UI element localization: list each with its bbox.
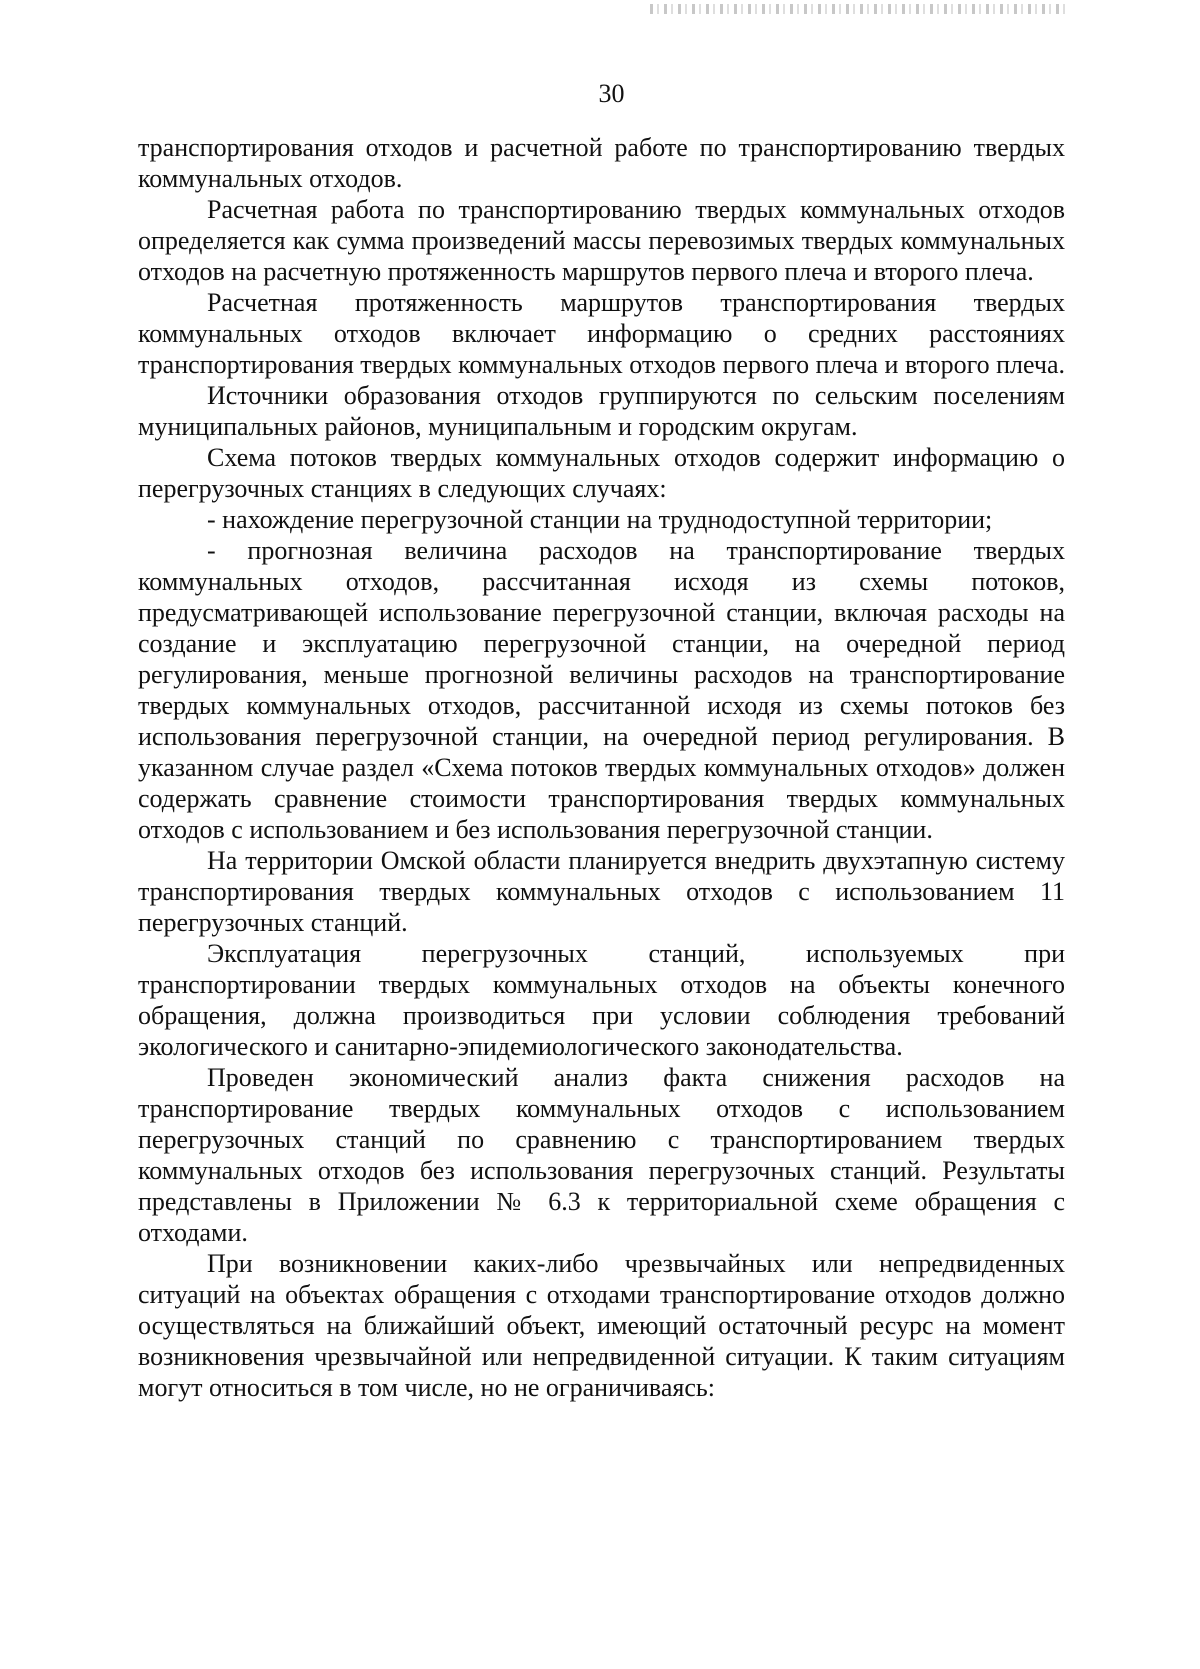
paragraph-continuation: транспортирования отходов и расчетной работе по транспортированию твердых коммунальных отходов. xyxy=(138,133,1065,193)
paragraph-emergency: При возникновении каких-либо чрезвычайных или непредвиденных ситуаций на объектах обращения с отходами транспортирование отходов должно осуществляться на ближайший объект, имеющий остаточный ресурс на момент возникновения чрезвычайной или непредвиденной ситуации. К таким ситуациям могут относиться в том числе, но не ограничиваясь: xyxy=(138,1249,1065,1402)
paragraph-economic-analysis: Проведен экономический анализ факта снижения расходов на транспортирование твердых коммунальных отходов с использованием перегрузочных станций по сравнению с транспортированием твердых коммунальных отходов без использования перегрузочных станций. Результаты представлены в Приложении № 6.3 к территориальной схеме обращения с отходами. xyxy=(138,1063,1065,1247)
document-page xyxy=(138,70,1065,1403)
list-item-remote-territory: - нахождение перегрузочной станции на труднодоступной территории; xyxy=(207,505,993,534)
page-number: 30 xyxy=(598,79,625,108)
scan-artifact xyxy=(650,4,1070,14)
paragraph-flow-scheme: Схема потоков твердых коммунальных отходов содержит информацию о перегрузочных станциях в следующих случаях: xyxy=(138,443,1065,503)
paragraph-route-length: Расчетная протяженность маршрутов транспортирования твердых коммунальных отходов включает информацию о средних расстояниях транспортирования твердых коммунальных отходов первого плеча и второго плеча. xyxy=(138,288,1066,379)
paragraph-omsk-system: На территории Омской области планируется внедрить двухэтапную систему транспортирования твердых коммунальных отходов с использованием 11 перегрузочных станций. xyxy=(138,846,1065,937)
paragraph-station-operation: Эксплуатация перегрузочных станций, используемых при транспортировании твердых коммунальных отходов на объекты конечного обращения, должна производиться при условии соблюдения требований экологического и санитарно-эпидемиологического законодательства. xyxy=(138,939,1065,1061)
paragraph-calculation-work: Расчетная работа по транспортированию твердых коммунальных отходов определяется как сумма произведений массы перевозимых твердых коммунальных отходов на расчетную протяженность маршрутов первого плеча и второго плеча. xyxy=(138,195,1065,286)
list-item-cost-forecast: - прогнозная величина расходов на транспортирование твердых коммунальных отходов, рассчитанная исходя из схемы потоков, предусматривающей использование перегрузочной станции, включая расходы на создание и эксплуатацию перегрузочной станции, на очередной период регулирования, меньше прогнозной величины расходов на транспортирование твердых коммунальных отходов, рассчитанной исходя из схемы потоков без использования перегрузочной станции, на очередной период регулирования. В указанном случае раздел «Схема потоков твердых коммунальных отходов» должен содержать сравнение стоимости транспортирования твердых коммунальных отходов с использованием и без использования перегрузочной станции. xyxy=(138,536,1065,844)
paragraph-waste-sources: Источники образования отходов группируются по сельским поселениям муниципальных районов, муниципальным и городским округам. xyxy=(138,381,1065,441)
